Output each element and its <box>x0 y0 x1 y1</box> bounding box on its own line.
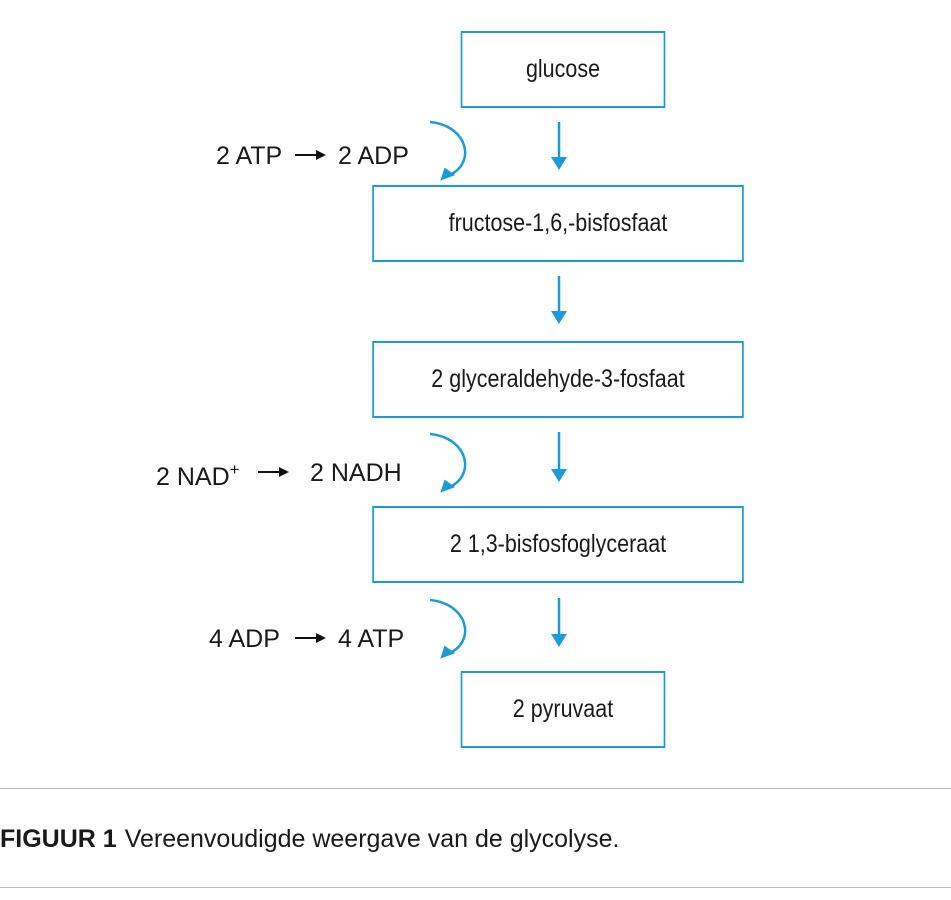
reaction-3-right: 4 ATP <box>338 625 405 653</box>
reaction-arrow-3 <box>295 633 326 643</box>
curved-arrow-2 <box>430 434 465 498</box>
flow-arrow-4 <box>551 598 567 647</box>
reaction-1-right: 2 ADP <box>338 142 409 170</box>
flow-arrow-1 <box>551 122 567 170</box>
flow-arrow-2 <box>551 276 567 324</box>
box-pyruvate-label: 2 pyruvaat <box>512 695 614 723</box>
reaction-2-left-text: 2 NAD <box>156 463 230 491</box>
reaction-arrow-1 <box>295 150 326 160</box>
box-fructose-bisphosphate-label: fructose-1,6,-bisfosfaat <box>448 209 668 237</box>
caption-top-rule <box>0 788 951 789</box>
box-glucose-label: glucose <box>525 55 601 83</box>
figure-label: FIGUUR 1 <box>0 825 117 853</box>
box-bisphosphoglycerate-label: 2 1,3-bisfosfoglyceraat <box>449 530 667 558</box>
reaction-3-left: 4 ADP <box>209 625 280 653</box>
reaction-1-left: 2 ATP <box>216 142 283 170</box>
figure-caption-text: Vereenvoudigde weergave van de glycolyse. <box>124 825 620 853</box>
reaction-arrow-2 <box>258 467 289 477</box>
flow-arrow-3 <box>551 432 567 482</box>
reaction-2-left-superscript: + <box>229 460 240 479</box>
curved-arrow-3 <box>430 600 465 664</box>
reaction-2-right: 2 NADH <box>310 459 402 487</box>
figure-caption <box>0 825 619 854</box>
box-glyceraldehyde-phosphate-label: 2 glyceraldehyde-3-fosfaat <box>431 365 685 393</box>
caption-bottom-rule <box>0 887 951 888</box>
curved-arrow-1 <box>430 122 465 186</box>
